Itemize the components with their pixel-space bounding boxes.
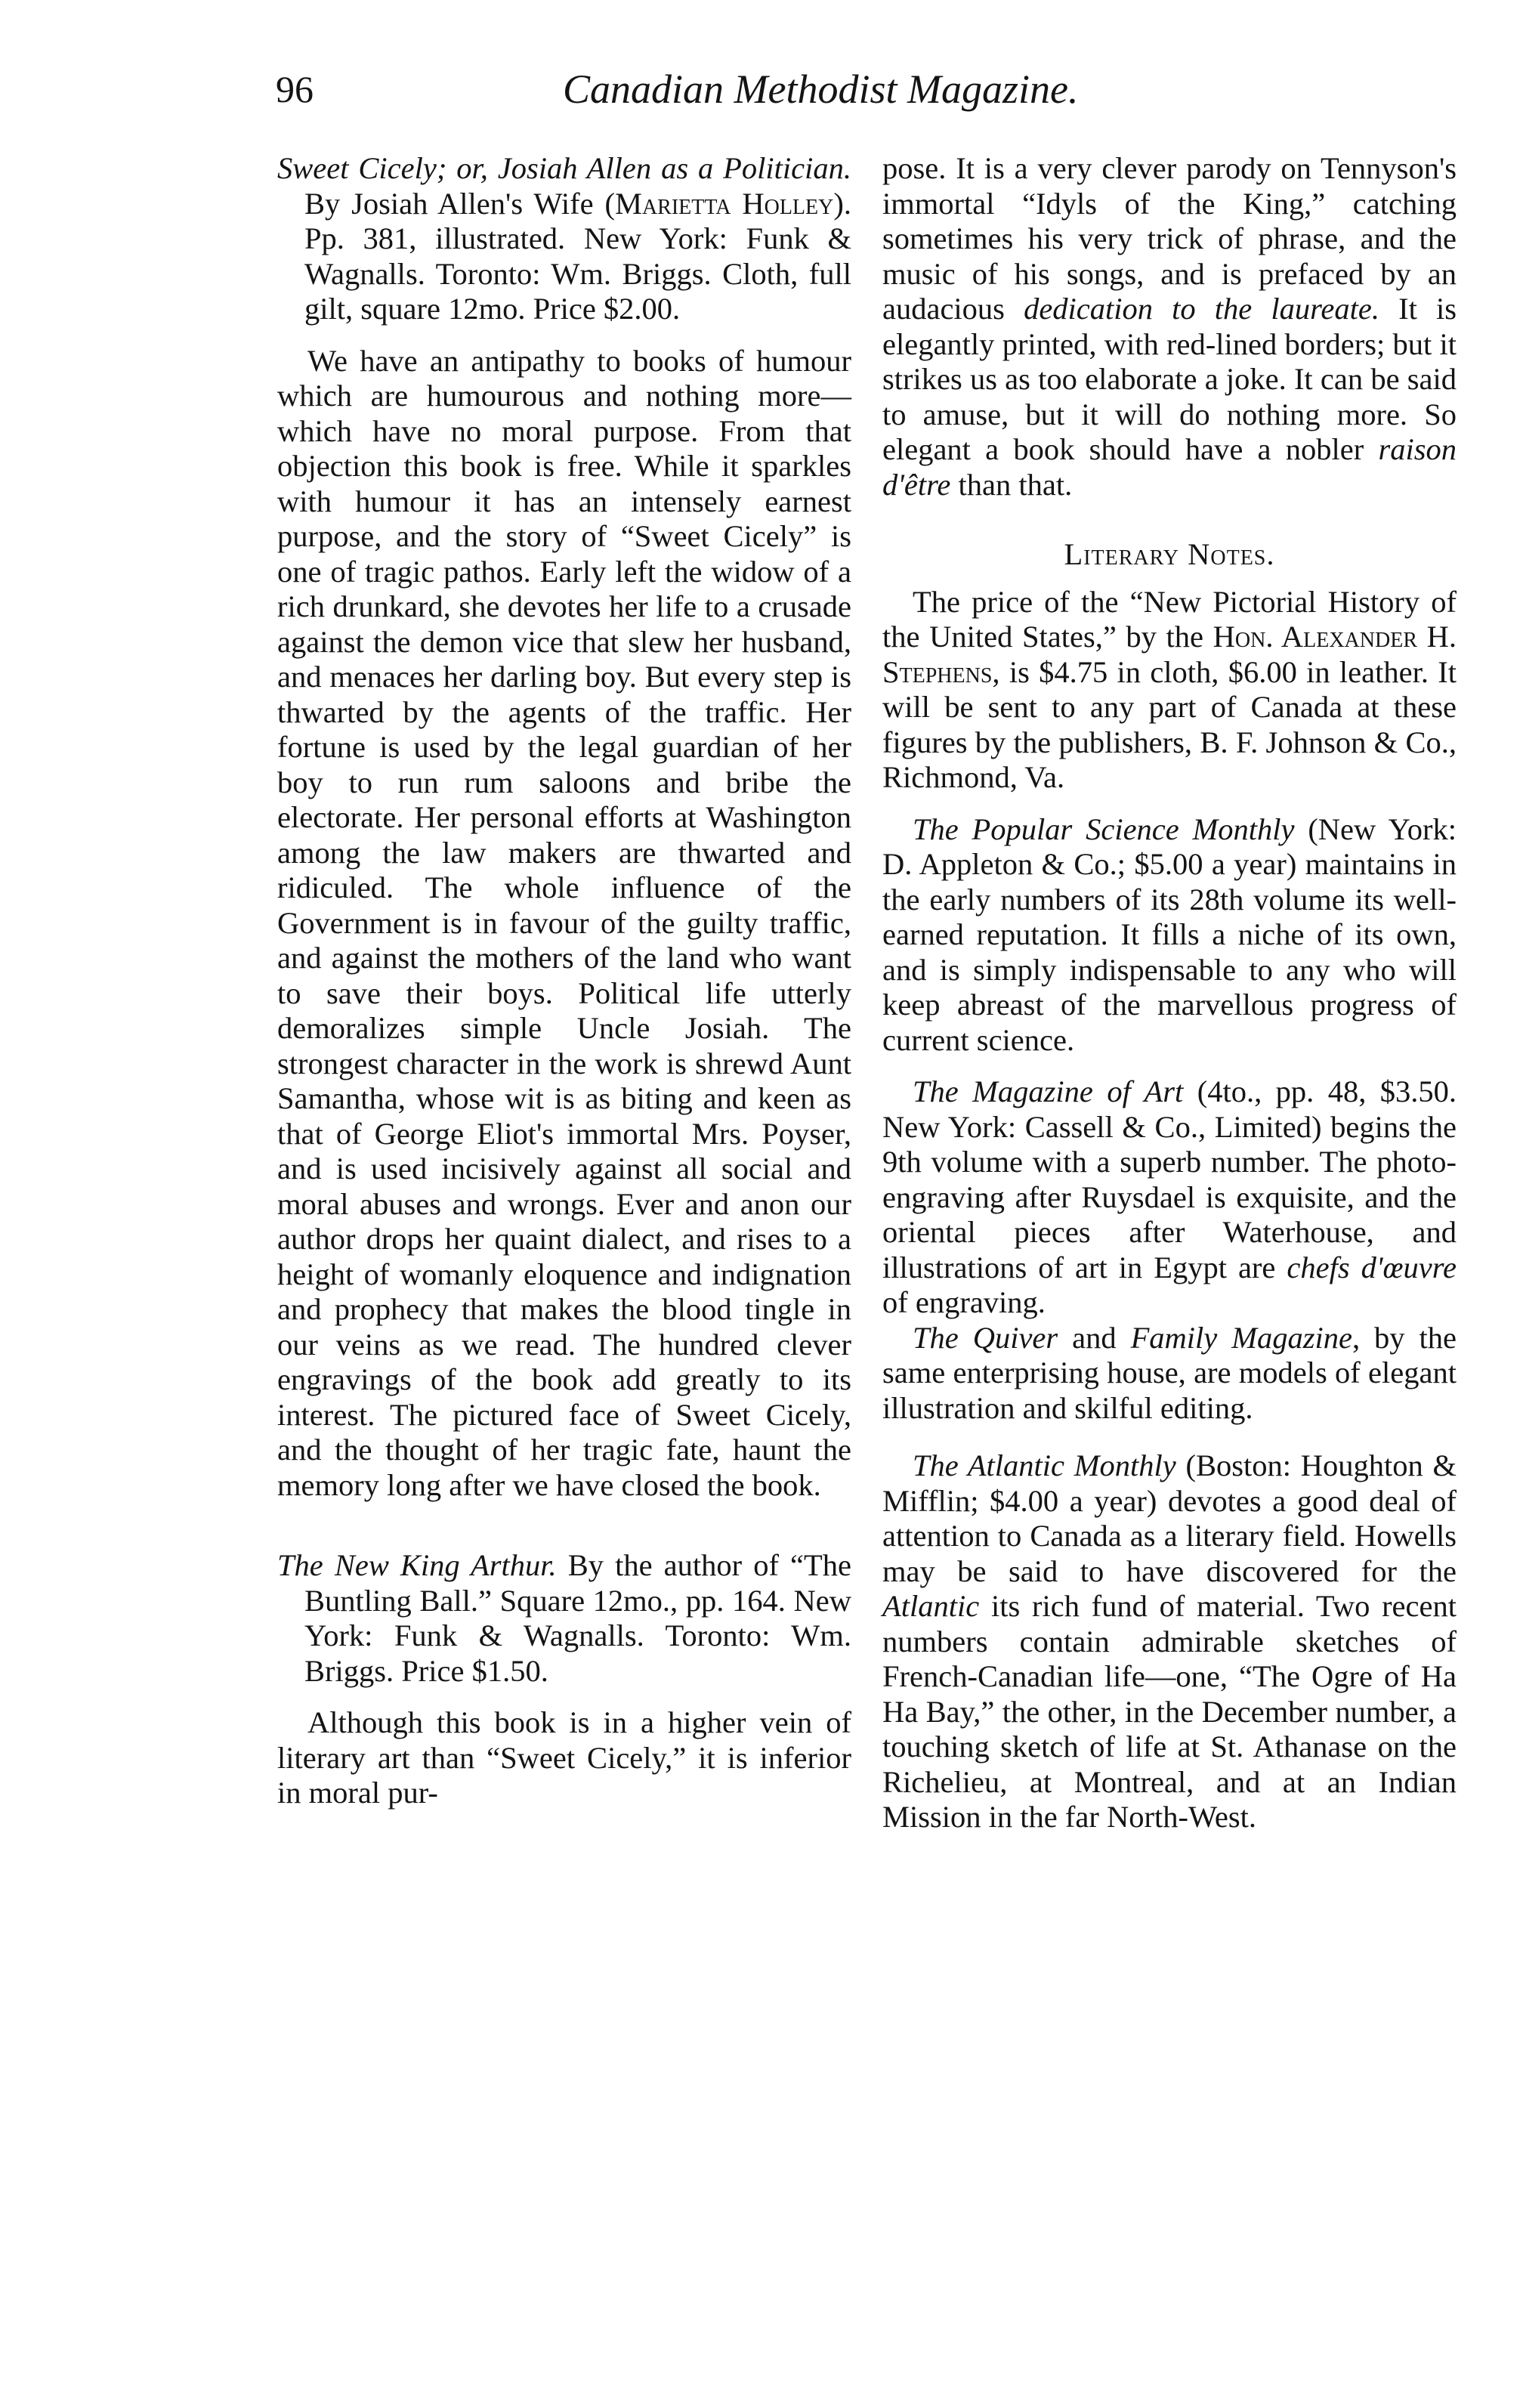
periodical-title: The Quiver <box>913 1320 1058 1355</box>
italic-run: dedication to the laureate. <box>1024 292 1379 326</box>
running-title: Canadian Methodist Magazine. <box>563 66 1079 112</box>
page-number: 96 <box>276 68 314 110</box>
section-title-literary-notes: Literary Notes. <box>1064 537 1275 571</box>
note-pictorial-history <box>882 585 1457 796</box>
right-column <box>882 151 1457 1835</box>
text-run: pose. It is a very clever parody on Tennyson's immortal “Idyls of the King,” catching sometimes his very trick of phrase, and the music of his songs, and is prefaced by an audacious <box>882 151 1457 326</box>
book-byline: By Josiah Allen's Wife ( <box>304 186 615 221</box>
book-details: ). Pp. 381, illustrated. New York: Funk & Wagnalls. Toronto: Wm. Briggs. Cloth, full gilt, square 12mo. Price $2.00. <box>304 186 851 326</box>
review-entry-new-king-arthur <box>277 1548 851 1689</box>
review-body-sweet-cicely: We have an antipathy to books of humour which are humourous and nothing more—which have no moral purpose. From that objection this book is free. While it sparkles with humour it has an intensely earnest purpose, and the story of “Sweet Cicely” is one of tragic pathos. Early left the widow of a rich drunkard, she devotes her life to a crusade against the demon vice that slew her husband, and menaces her darling boy. But every step is thwarted by the agents of the traffic. Her fortune is used by the legal guardian of her boy to run rum saloons and bribe the electorate. Her personal efforts at Washington among the law makers are thwarted and ridiculed. The whole influence of the Government is in favour of the guilty traffic, and against the mothers of the land who want to save their boys. Political life utterly demoralizes simple Uncle Josiah. The strongest character in the work is shrewd Aunt Samantha, whose wit is as biting and keen as that of George Eliot's immortal Mrs. Poyser, and is used incisively against all social and moral abuses and wrongs. Ever and anon our author drops her quaint dialect, and rises to a height of womanly eloquence and indignation and prophecy that makes the blood tingle in our veins as we read. The hundred clever engravings of the book add greatly to its interest. The pictured face of Sweet Cicely, and the thought of her tragic fate, haunt the memory long after we have closed the book. <box>277 343 851 1502</box>
review-body-continued <box>882 151 1457 502</box>
italic-run: Atlantic <box>882 1589 980 1623</box>
periodical-title: The Magazine of Art <box>913 1074 1184 1108</box>
book-title: Sweet Cicely; or, Josiah Allen as a Politician. <box>277 151 851 185</box>
text-run: It is elegantly printed, with red-lined borders; but it strikes us as too elaborate a joke. It can be said to amuse, but it will do nothing more. So elegant a book should have a nobler <box>882 292 1457 466</box>
note-atlantic-monthly <box>882 1448 1457 1835</box>
page-header <box>276 66 1175 127</box>
note-popular-science-monthly <box>882 812 1457 1059</box>
left-column <box>277 151 851 1811</box>
text-run: and <box>1058 1320 1131 1355</box>
text-run: of engraving. <box>882 1285 1046 1319</box>
review-entry-sweet-cicely <box>277 151 851 327</box>
periodical-title: The Popular Science Monthly <box>913 811 1295 846</box>
text-run: than that. <box>950 467 1073 502</box>
text-run: , by the same enterprising house, are models of elegant illustration and skilful editing. <box>882 1320 1457 1425</box>
book-title: The New King Arthur. <box>277 1548 557 1582</box>
text-run: its rich fund of material. Two recent numbers contain admirable sketches of French-Canadian life—one, “The Ogre of Ha Ha Bay,” the other, in the December number, a touching sketch of life at St. Athanase on the Richelieu, at Montreal, and at an Indian Mission in the far North-West. <box>882 1589 1457 1834</box>
note-magazine-of-art <box>882 1074 1457 1321</box>
note-quiver <box>882 1321 1457 1427</box>
book-author: Marietta Holley <box>614 186 834 221</box>
author-name: Hon. Alexander H. Stephens <box>882 620 1457 689</box>
text-run: The price of the “New Pictorial History of the United States,” by the <box>882 584 1457 654</box>
periodical-title: Family Magazine <box>1130 1320 1352 1355</box>
book-details: By the author of “The Buntling Ball.” Square 12mo., pp. 164. New York: Funk & Wagnalls. Toronto: Wm. Briggs. Price $1.50. <box>304 1548 851 1688</box>
text-run: , is $4.75 in cloth, $6.00 in leather. It will be sent to any part of Canada at these figures by the publishers, B. F. Johnson & Co., Richmond, Va. <box>882 654 1457 794</box>
periodical-title: The Atlantic Monthly <box>913 1448 1176 1482</box>
review-body-new-king-arthur: Although this book is in a higher vein of literary art than “Sweet Cicely,” it is inferior in moral pur- <box>277 1705 851 1810</box>
text-run: (Boston: Houghton & Mifflin; $4.00 a year) devotes a good deal of attention to Canada as a literary field. Howells may be said to have discovered for the <box>882 1448 1457 1588</box>
text-run: (New York: D. Appleton & Co.; $5.00 a year) maintains in the early numbers of its 28th volume its well-earned reputation. It fills a niche of its own, and is simply indispensable to any who will keep abreast of the marvellous progress of current science. <box>882 811 1457 1057</box>
italic-run: chefs d'œuvre <box>1287 1250 1457 1284</box>
italic-run: raison d'être <box>882 432 1457 502</box>
text-run: (4to., pp. 48, $3.50. New York: Cassell & Co., Limited) begins the 9th volume with a superb number. The photo-engraving after Ruysdael is exquisite, and the oriental pieces after Waterhouse, and illustrations of art in Egypt are <box>882 1074 1457 1284</box>
